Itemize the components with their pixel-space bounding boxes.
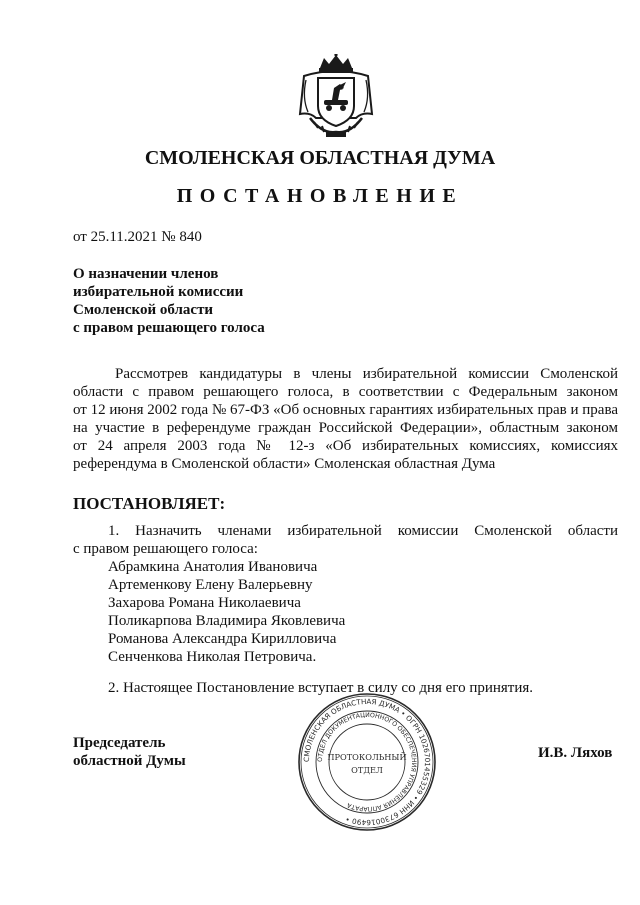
decree-word: ПОСТАНОВЛЯЕТ: <box>73 494 226 513</box>
preamble-line: от 24 апреля 2003 года № 12-з «Об избирательных комиссиях, комиссиях <box>73 438 618 454</box>
subject-line: Смоленской области <box>73 302 214 318</box>
preamble-line: на участие в референдуме граждан Российской Федерации», областным законом <box>73 420 618 436</box>
document-date-number: от 25.11.2021 № 840 <box>73 229 202 245</box>
stamp-center-line: ПРОТОКОЛЬНЫЙ <box>327 752 407 762</box>
preamble-line: области с правом решающего голоса, в соответствии с Федеральным законом <box>73 384 618 400</box>
item-1-line: с правом решающего голоса: <box>73 541 258 557</box>
coat-of-arms-emblem <box>296 54 376 140</box>
document-subject <box>73 265 265 337</box>
signatory-name: И.В. Ляхов <box>538 745 613 761</box>
member-name: Романова Александра Кирилловича <box>108 631 337 647</box>
signatory-title-line: Председатель <box>73 735 166 751</box>
member-name: Абрамкина Анатолия Ивановича <box>108 559 318 575</box>
member-name: Поликарпова Владимира Яковлевича <box>108 613 346 629</box>
item-2-paragraph: 2. Настоящее Постановление вступает в силу со дня его принятия. <box>108 680 534 696</box>
members-list <box>108 558 345 666</box>
member-name: Артеменкову Елену Валерьевну <box>108 577 313 593</box>
preamble-line: Рассмотрев кандидатуры в члены избирательной комиссии Смоленской <box>115 366 618 382</box>
preamble-line: референдума в Смоленской области» Смоленская областная Дума <box>73 456 496 472</box>
signatory-title-line: областной Думы <box>73 753 186 769</box>
signatory-title <box>73 734 186 770</box>
item-1-paragraph <box>73 522 618 558</box>
preamble-paragraph <box>73 365 618 473</box>
stamp-outer-text: СМОЛЕНСКАЯ ОБЛАСТНАЯ ДУМА • ОГРН 1026701455329 • ИНН 6730016490 • <box>301 696 433 828</box>
member-name: Сенченкова Николая Петровича. <box>108 649 317 665</box>
item-1-line: 1. Назначить членами избирательной комиссии Смоленской области <box>108 523 618 539</box>
stamp-inner-text: ОТДЕЛ ДОКУМЕНТАЦИОННОГО ОБЕСПЕЧЕНИЯ УПРАВЛЕНИЯ АППАРАТА <box>316 711 418 813</box>
stamp-center-line: ОТДЕЛ <box>351 765 383 775</box>
document-type-title: ПОСТАНОВЛЕНИЕ <box>176 185 464 207</box>
official-stamp <box>297 692 437 832</box>
subject-line: О назначении членов <box>73 266 219 282</box>
preamble-line: от 12 июня 2002 года № 67-ФЗ «Об основных гарантиях избирательных прав и права <box>73 402 618 418</box>
member-name: Захарова Романа Николаевича <box>108 595 301 611</box>
document-organization: СМОЛЕНСКАЯ ОБЛАСТНАЯ ДУМА <box>144 147 496 169</box>
subject-line: с правом решающего голоса <box>73 320 265 336</box>
subject-line: избирательной комиссии <box>73 284 244 300</box>
